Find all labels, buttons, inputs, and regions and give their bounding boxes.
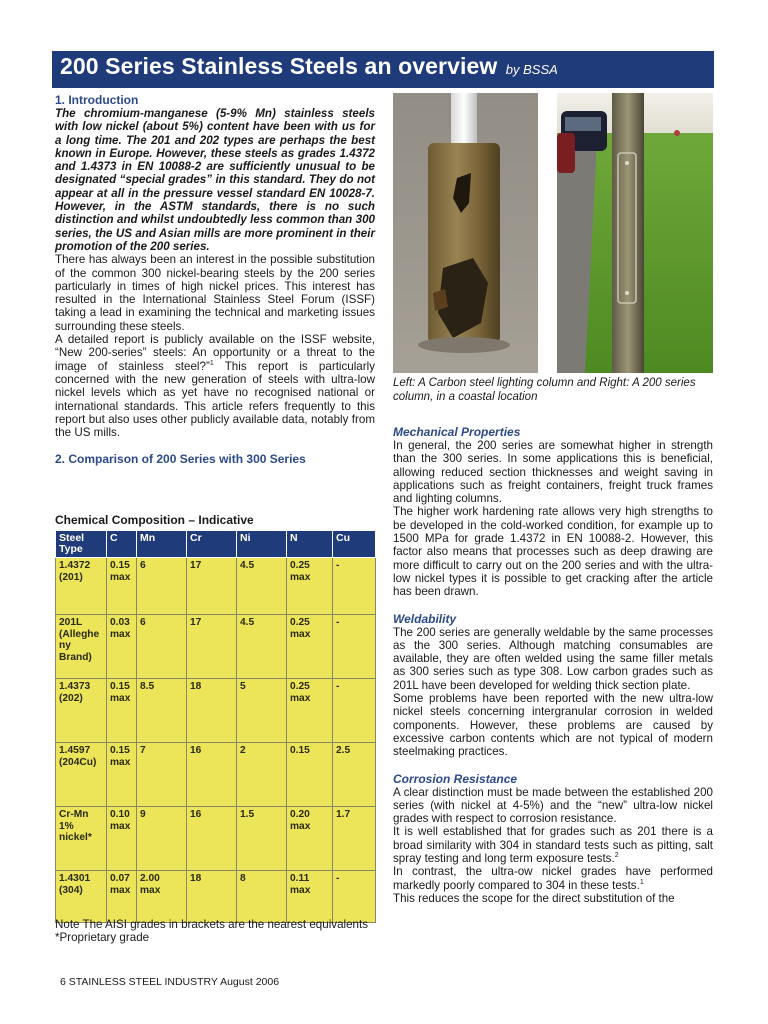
table-row <box>56 558 376 615</box>
table-cell: 7 <box>137 743 187 807</box>
table-cell: - <box>333 679 376 743</box>
table-cell: 6 <box>137 558 187 615</box>
photo-pair <box>393 93 713 373</box>
table-cell: 0.11 max <box>287 871 333 923</box>
intro-paragraph-1: There has always been an interest in the possible substitution of the common 300 nickel-bearing steels by the 200 series particularly in times of high nickel prices. This interest has resulted in the International Stainless Steel Forum (ISSF) taking a lead in examining the technical and marketing issues surrounding these steels. <box>55 253 375 333</box>
table-cell: 0.15 max <box>107 743 137 807</box>
title-banner <box>52 51 714 88</box>
table-cell: 0.15 max <box>107 679 137 743</box>
table-cell: 17 <box>187 615 237 679</box>
weldability-paragraph-1: The 200 series are generally weldable by the same processes as the 300 series. Although matching consumables are available, they are often welded using the same filler metals as 300 series such as type 308. Low carbon grades such as 201L have been developed for welding thick section plate. <box>393 625 713 692</box>
right-column <box>393 425 713 905</box>
table-title: Chemical Composition – Indicative <box>55 513 254 527</box>
comparison-heading: 2. Comparison of 200 Series with 300 Series <box>55 452 306 467</box>
footnote-ref-2: 2 <box>614 852 619 860</box>
table-cell: 1.4301 (304) <box>56 871 107 923</box>
table-cell: 1.5 <box>237 807 287 871</box>
table-cell: 16 <box>187 807 237 871</box>
column-header: Mn <box>137 531 187 558</box>
table-cell: 0.03 max <box>107 615 137 679</box>
table-row <box>56 743 376 807</box>
intro-heading: 1. Introduction <box>55 93 139 107</box>
note-text: Note The AISI grades in brackets are the nearest equivalents <box>55 918 369 931</box>
byline: by BSSA <box>505 62 558 77</box>
table-cell: 0.25 max <box>287 615 333 679</box>
table-cell: 1.4373 (202) <box>56 679 107 743</box>
table-cell: - <box>333 558 376 615</box>
table-cell: 2 <box>237 743 287 807</box>
table-header-row <box>56 531 376 558</box>
table-cell: 0.07 max <box>107 871 137 923</box>
composition-table <box>55 530 376 923</box>
table-cell: 18 <box>187 679 237 743</box>
table-cell: 1.4597 (204Cu) <box>56 743 107 807</box>
table-cell: Cr-Mn 1% nickel* <box>56 807 107 871</box>
table-cell: 8 <box>237 871 287 923</box>
table-cell: 4.5 <box>237 615 287 679</box>
table-cell: 0.15 <box>287 743 333 807</box>
intro-paragraph-2: A detailed report is publicly available on the ISSF website, “New 200-series” steels: An opportunity or a threat to the image of stainless steel?”$^1$ This report is particularly concerned with the new generation of steels with ultra-low nickel levels which as yet have no recognised national or international standards. This article refers frequently to this report but also uses other publicly available data, notably from the US mills. <box>55 333 375 440</box>
weldability-heading: Weldability <box>393 611 457 626</box>
corrosion-paragraph-4: This reduces the scope for the direct substitution of the <box>393 891 675 905</box>
table-cell: 1.7 <box>333 807 376 871</box>
table-cell: 6 <box>137 615 187 679</box>
table-row <box>56 615 376 679</box>
table-row <box>56 871 376 923</box>
mechanical-heading: Mechanical Properties <box>393 425 521 439</box>
table-cell: 0.25 max <box>287 558 333 615</box>
column-header: Steel Type <box>56 531 107 558</box>
photo-caption: Left: A Carbon steel lighting column and Right: A 200 series column, in a coastal location <box>393 377 696 403</box>
footnote-text: *Proprietary grade <box>55 931 150 945</box>
table-cell: - <box>333 615 376 679</box>
page-footer: 6 STAINLESS STEEL INDUSTRY August 2006 <box>60 976 280 988</box>
table-cell: 5 <box>237 679 287 743</box>
column-header: C <box>107 531 137 558</box>
corrosion-heading: Corrosion Resistance <box>393 771 518 786</box>
left-column <box>55 93 375 466</box>
table-cell: 1.4372 (201) <box>56 558 107 615</box>
table-cell: 2.00 max <box>137 871 187 923</box>
table-cell: 9 <box>137 807 187 871</box>
table-cell: 2.5 <box>333 743 376 807</box>
table-cell: 0.10 max <box>107 807 137 871</box>
table-cell: 0.25 max <box>287 679 333 743</box>
column-header: Ni <box>237 531 287 558</box>
table-cell: 17 <box>187 558 237 615</box>
table-cell: - <box>333 871 376 923</box>
column-header: N <box>287 531 333 558</box>
table-cell: 0.20 max <box>287 807 333 871</box>
corrosion-paragraph-1: A clear distinction must be made between the established 200 series (with nickel at 4-5%) and the “new” ultra-low nickel grades with respect to corrosion resistance. <box>393 785 713 826</box>
footnote-ref-1: 1 <box>209 359 214 367</box>
stainless-steel-column-photo <box>557 93 713 373</box>
intro-lead: The chromium-manganese (5-9% Mn) stainless steels with low nickel (about 5%) content have been with us for a long time. The 201 and 202 types are perhaps the best known in Europe. However, these steels as grades 1.4372 and 1.4373 in EN 10088-2 are sufficiently unusual to be designated “special grades” in this standard. They do not appear at all in the pressure vessel standard EN 10028-7. However, in the ASTM standards, there is no such distinction and whilst undoubtedly less common than 300 series, the US and Asian mills are more prominent in their promotion of the 200 series. <box>55 107 375 253</box>
table-note <box>55 918 375 945</box>
table-cell: 4.5 <box>237 558 287 615</box>
mechanical-paragraph-1: In general, the 200 series are somewhat higher in strength than the 300 series. In some applications this is beneficial, allowing reduced section thicknesses and weight saving in applications such as freight containers, freight truck frames and lighting columns. <box>393 439 713 506</box>
column-header: Cu <box>333 531 376 558</box>
mechanical-paragraph-2: The higher work hardening rate allows very high strengths to be developed in the cold-worked condition, for example up to 1500 MPa for grade 1.4372 in EN 10088-2. However, this factor also means that processes such as deep drawing are more difficult to carry out on the 200 series and with the ultra-low nickel types it is possible to get cracking after the article has been drawn. <box>393 505 713 599</box>
table-cell: 16 <box>187 743 237 807</box>
column-header: Cr <box>187 531 237 558</box>
table-cell: 8.5 <box>137 679 187 743</box>
footnote-ref-1b: 1 <box>639 878 644 886</box>
corrosion-paragraph-2: It is well established that for grades such as 201 there is a broad similarity with 304 in standard tests such as pitting, salt spray testing and long term exposure tests.$^2$ <box>393 825 713 866</box>
corrosion-paragraph-3: In contrast, the ultra-ow nickel grades have performed markedly poorly compared to 304 in these tests.$^1$ <box>393 865 713 892</box>
table-row <box>56 807 376 871</box>
weldability-paragraph-2: Some problems have been reported with the new ultra-low nickel steels concerning intergranular corrosion in welded components. However, these problems are caused by excessive carbon contents which are not typical of modern steelmaking practices. <box>393 692 713 759</box>
carbon-steel-column-photo <box>393 93 538 373</box>
table-row <box>56 679 376 743</box>
table-cell: 18 <box>187 871 237 923</box>
page-title: 200 Series Stainless Steels an overview <box>60 53 498 79</box>
table-cell: 0.15 max <box>107 558 137 615</box>
table-cell: 201L (Allegheny Brand) <box>56 615 107 679</box>
